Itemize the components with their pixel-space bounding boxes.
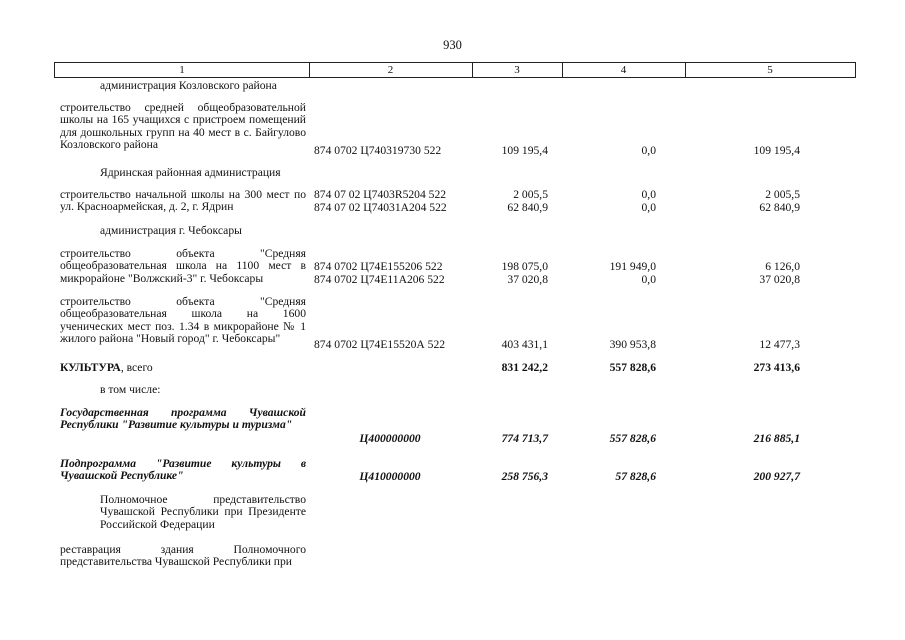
republic-amount: 216 885,1 — [753, 432, 800, 445]
federal-amount: 0,0 — [641, 273, 656, 286]
federal-amount: 0,0 — [641, 201, 656, 214]
page-number: 930 — [443, 38, 462, 52]
column-header-5: 5 — [767, 64, 773, 76]
total-amount: 258 756,3 — [501, 470, 548, 483]
republic-amount: 109 195,4 — [753, 144, 800, 157]
total-amount: 62 840,9 — [507, 201, 548, 214]
item-description: строительство объекта "Средняя общеобразовательная школа на 1100 мест в микрорайоне "Волжский-3" г. Чебоксары — [60, 247, 306, 285]
org-heading: Полномочное представительство Чувашской Республики при Президенте Российской Федерации — [100, 493, 306, 531]
republic-amount: 273 413,6 — [753, 361, 800, 374]
republic-amount: 6 126,0 — [765, 260, 800, 273]
column-header-row — [54, 62, 856, 78]
total-amount: 198 075,0 — [501, 260, 548, 273]
org-heading: администрация Козловского района — [100, 79, 277, 92]
item-description: строительство средней общеобразовательной школы на 165 учащихся с пристроем помещений для дошкольных групп на 40 мест в с. Байгулово Козловского района — [60, 101, 306, 152]
federal-amount: 390 953,8 — [609, 338, 656, 351]
federal-amount: 0,0 — [641, 144, 656, 157]
republic-amount: 62 840,9 — [759, 201, 800, 214]
total-amount: 774 713,7 — [501, 432, 548, 445]
total-amount: 831 242,2 — [501, 361, 548, 374]
budget-code: 874 0702 Ц740319730 522 — [314, 144, 442, 157]
total-amount: 2 005,5 — [513, 188, 548, 201]
including-label: в том числе: — [100, 383, 161, 396]
republic-amount: 200 927,7 — [753, 470, 800, 483]
republic-amount: 12 477,3 — [759, 338, 800, 351]
federal-amount: 191 949,0 — [609, 260, 656, 273]
budget-code: 874 0702 Ц74Е15520А 522 — [314, 338, 446, 351]
item-description: реставрация здания Полномочного представительства Чувашской Республики при — [60, 543, 306, 569]
federal-amount: 0,0 — [641, 188, 656, 201]
federal-amount: 557 828,6 — [609, 432, 656, 445]
federal-amount: 57 828,6 — [615, 470, 656, 483]
item-description: строительство начальной школы на 300 мест по ул. Красноармейская, д. 2, г. Ядрин — [60, 188, 306, 214]
column-header-4: 4 — [562, 63, 686, 77]
total-amount: 37 020,8 — [507, 273, 548, 286]
subprogram-title: Подпрограмма "Развитие культуры в Чувашской Республике" — [60, 457, 306, 483]
org-heading: администрация г. Чебоксары — [100, 224, 242, 237]
section-name: КУЛЬТУРА — [60, 361, 121, 374]
total-amount: 403 431,1 — [501, 338, 548, 351]
republic-amount: 37 020,8 — [759, 273, 800, 286]
column-header-1: 1 — [55, 63, 310, 77]
budget-code: 874 07 02 Ц74031А204 522 — [314, 201, 447, 214]
federal-amount: 557 828,6 — [609, 361, 656, 374]
program-code: Ц400000000 — [359, 432, 421, 445]
subprogram-code: Ц410000000 — [359, 470, 421, 483]
total-amount: 109 195,4 — [501, 144, 548, 157]
program-title: Государственная программа Чувашской Республики "Развитие культуры и туризма" — [60, 406, 306, 432]
item-description: строительство объекта "Средняя общеобразовательная школа на 1600 ученических мест поз. 1.34 в микрорайоне № 1 жилого района "Новый город" г. Чебоксары" — [60, 295, 306, 346]
org-heading: Ядринская районная администрация — [100, 166, 281, 179]
budget-code: 874 0702 Ц74Е155206 522 — [314, 260, 443, 273]
section-total-label — [60, 362, 306, 374]
republic-amount: 2 005,5 — [765, 188, 800, 201]
section-suffix: , всего — [120, 361, 153, 374]
column-header-3: 3 — [472, 63, 563, 77]
column-header-2: 2 — [309, 63, 473, 77]
budget-code: 874 0702 Ц74Е11А206 522 — [314, 273, 445, 286]
budget-code: 874 07 02 Ц7403R5204 522 — [314, 188, 447, 201]
